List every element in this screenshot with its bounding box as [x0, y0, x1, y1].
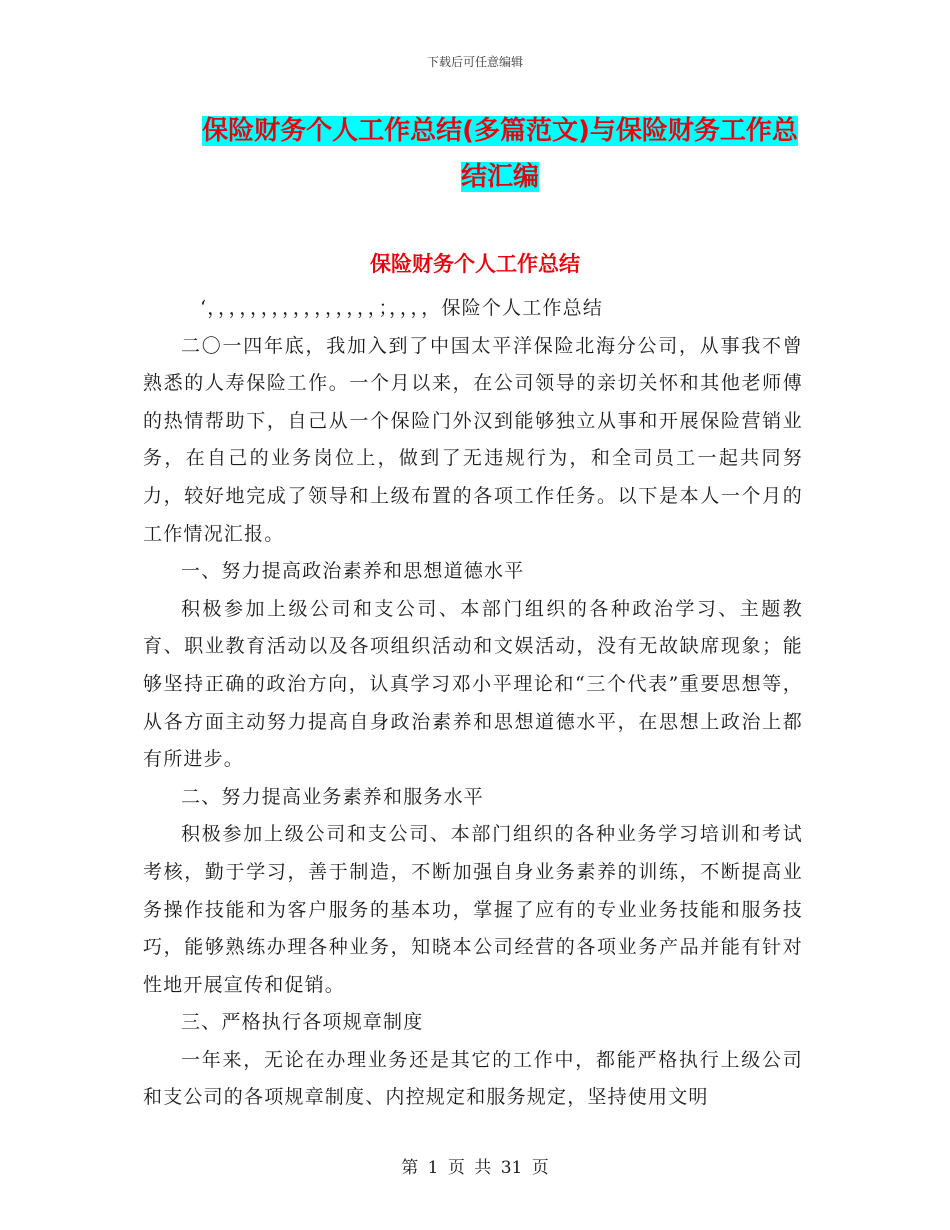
body-text: [143, 290, 803, 1117]
section-title: 保险财务个人工作总结: [370, 252, 580, 276]
page-footer: 第 1 页 共 31 页: [401, 1158, 549, 1178]
header-note: 下载后可任意编辑: [426, 55, 523, 69]
paragraph-heading: 二、努力提高业务素养和服务水平: [181, 785, 485, 808]
document-title-line2: 结汇编: [460, 162, 539, 192]
document-title: [150, 108, 850, 200]
paragraph: 一年来，无论在办理业务还是其它的工作中，都能严格执行上级公司和支公司的各项规章制度、内控规定和服务规定，坚持使用文明: [143, 1048, 803, 1109]
paragraph: 积极参加上级公司和支公司、本部门组织的各种业务学习培训和考试考核，勤于学习，善于制造，不断加强自身业务素养的训练，不断提高业务操作技能和为客户服务的基本功，掌握了应有的专业业务技能和服务技巧，能够熟练办理各种业务，知晓本公司经营的各项业务产品并能有针对性地开展宣传和促销。: [143, 823, 803, 996]
document-title-line1: 保险财务个人工作总结(多篇范文)与保险财务工作总: [202, 116, 798, 146]
paragraph: 二〇一四年底，我加入到了中国太平洋保险北海分公司，从事我不曾熟悉的人寿保险工作。一个月以来，在公司领导的亲切关怀和其他老师傅的热情帮助下，自己从一个保险门外汉到能够独立从事和开展保险营销业务，在自己的业务岗位上，做到了无违规行为，和全司员工一起共同努力，较好地完成了领导和上级布置的各项工作任务。以下是本人一个月的工作情况汇报。: [143, 334, 803, 545]
paragraph: 积极参加上级公司和支公司、本部门组织的各种政治学习、主题教育、职业教育活动以及各项组织活动和文娱活动，没有无故缺席现象；能够坚持正确的政治方向，认真学习邓小平理论和“三个代表”重要思想等，从各方面主动努力提高自身政治素养和思想道德水平，在思想上政治上都有所进步。: [143, 597, 803, 771]
paragraph-intro-marks: ‘，，，，，，，，，，，，，，，，；，，，，保险个人工作总结: [200, 297, 604, 319]
paragraph-heading: 三、严格执行各项规章制度: [181, 1011, 424, 1034]
paragraph-heading: 一、努力提高政治素养和思想道德水平: [181, 560, 525, 583]
